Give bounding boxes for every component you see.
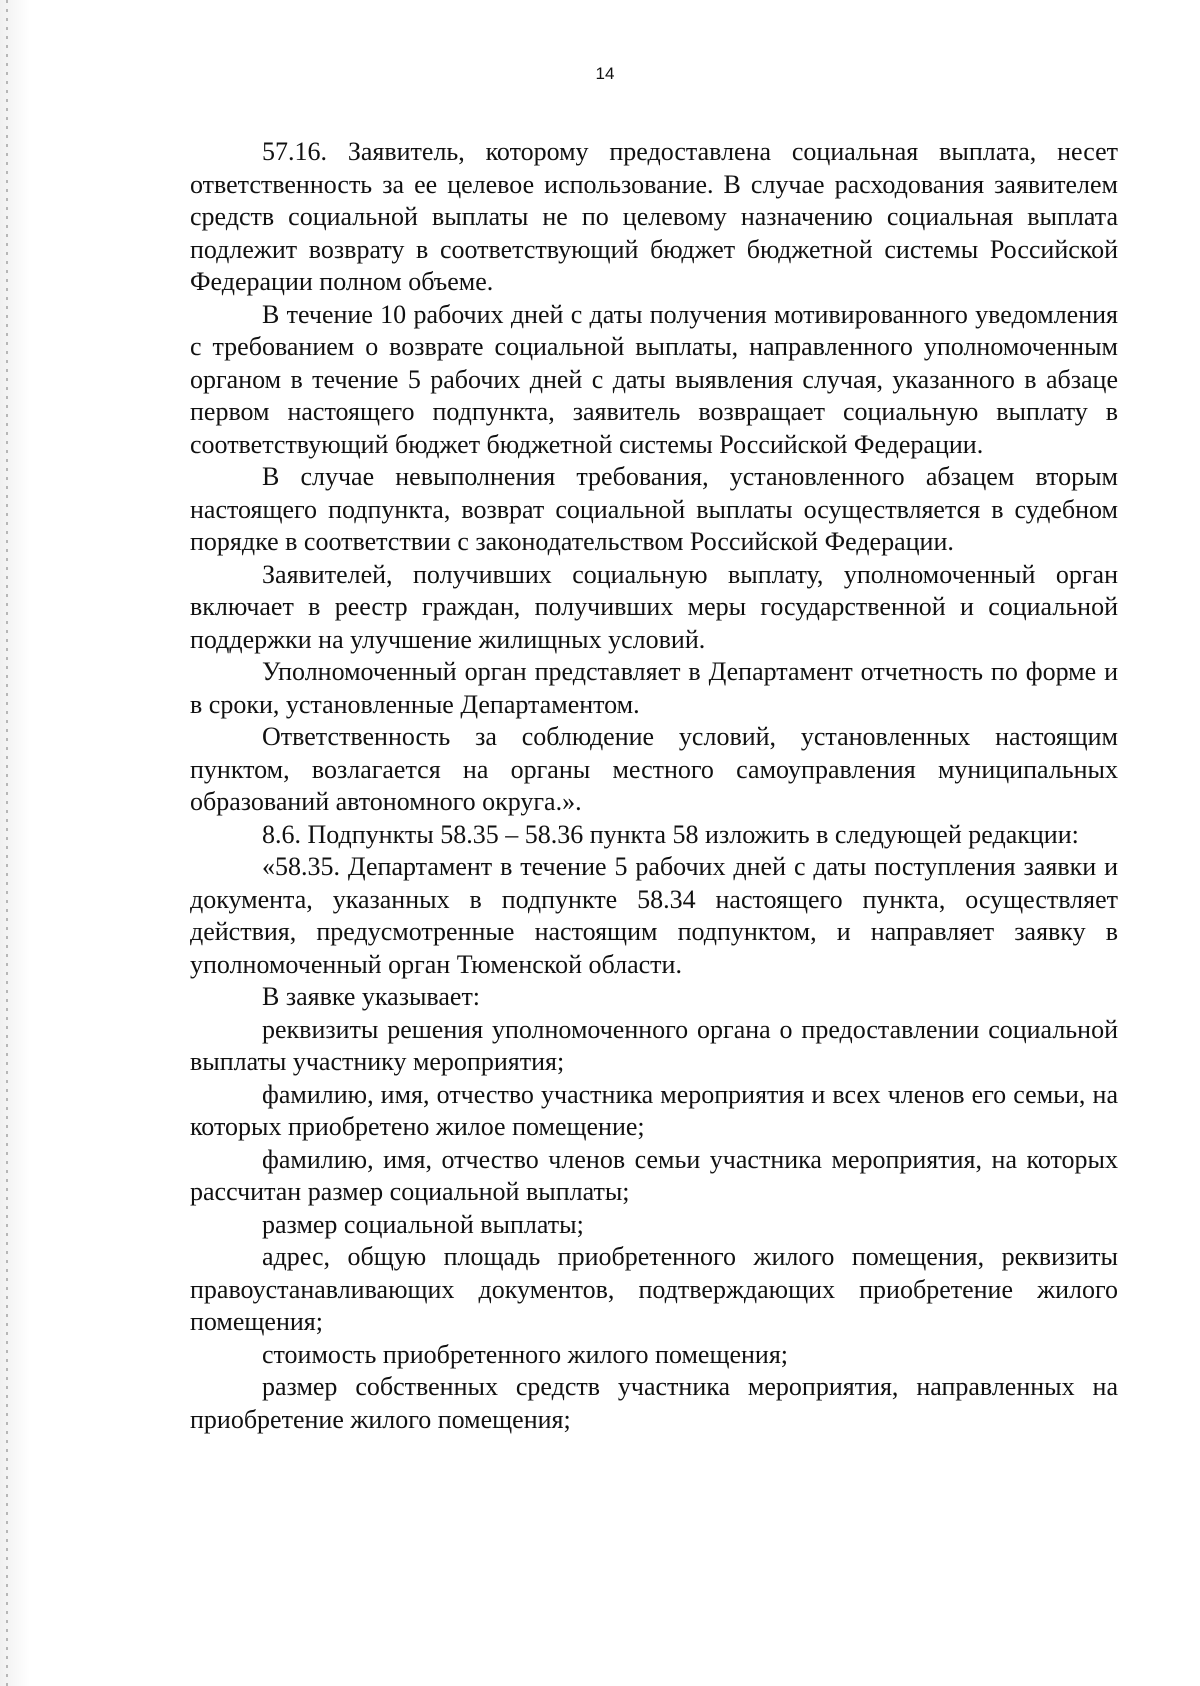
list-item-payment-amount: размер социальной выплаты; xyxy=(262,1209,584,1239)
paragraph-application-contents: В заявке указывает: xyxy=(262,982,481,1011)
document-body xyxy=(190,136,1118,1436)
paragraph-57-16: 57.16. Заявитель, которому предоставлена социальная выплата, несет ответственность за ее целевое использование. В случае расходования заявителем средств социальной выплаты не по целевому назначению социальная выплата подлежит возврату в соответствующий бюджет бюджетной системы Российской Федерации полном объеме. xyxy=(190,137,1118,296)
paragraph-8-6: 8.6. Подпункты 58.35 – 58.36 пункта 58 изложить в следующей редакции: xyxy=(262,819,1079,849)
paragraph-refund-deadline: В течение 10 рабочих дней с даты получения мотивированного уведомления с требованием о возврате социальной выплаты, направленного уполномоченным органом в течение 5 рабочих дней с даты выявления случая, указанного в абзаце первом настоящего подпункта, заявитель возвращает социальную выплату в соответствующий бюджет бюджетной системы Российской Федерации. xyxy=(190,299,1118,459)
list-item-family-names: фамилию, имя, отчество членов семьи участника мероприятия, на которых рассчитан размер социальной выплаты; xyxy=(190,1144,1118,1206)
list-item-address-area: адрес, общую площадь приобретенного жилого помещения, реквизиты правоустанавливающих документов, подтверждающих приобретение жилого помещения; xyxy=(190,1242,1118,1336)
page-number: 14 xyxy=(595,64,615,83)
list-item-participant-names: фамилию, имя, отчество участника мероприятия и всех членов его семьи, на которых приобретено жилое помещение; xyxy=(190,1079,1118,1141)
list-item-decision-details: реквизиты решения уполномоченного органа о предоставлении социальной выплаты участнику мероприятия; xyxy=(190,1014,1118,1076)
paragraph-58-35: «58.35. Департамент в течение 5 рабочих дней с даты поступления заявки и документа, указанных в подпункте 58.34 настоящего пункта, осуществляет действия, предусмотренные настоящим подпунктом, и направляет заявку в уполномоченный орган Тюменской области. xyxy=(190,852,1118,979)
scan-edge xyxy=(0,0,30,1686)
list-item-property-cost: стоимость приобретенного жилого помещения; xyxy=(262,1339,789,1369)
list-item-own-funds: размер собственных средств участника мероприятия, направленных на приобретение жилого помещения; xyxy=(190,1372,1118,1434)
paragraph-responsibility: Ответственность за соблюдение условий, установленных настоящим пунктом, возлагается на органы местного самоуправления муниципальных образований автономного округа.». xyxy=(190,722,1118,816)
paragraph-registry: Заявителей, получивших социальную выплату, уполномоченный орган включает в реестр граждан, получивших меры государственной и социальной поддержки на улучшение жилищных условий. xyxy=(190,559,1118,654)
paragraph-court-recovery: В случае невыполнения требования, установленного абзацем вторым настоящего подпункта, возврат социальной выплаты осуществляется в судебном порядке в соответствии с законодательством Российской Федерации. xyxy=(190,462,1118,556)
paragraph-reporting: Уполномоченный орган представляет в Департамент отчетность по форме и в сроки, установленные Департаментом. xyxy=(190,657,1118,719)
